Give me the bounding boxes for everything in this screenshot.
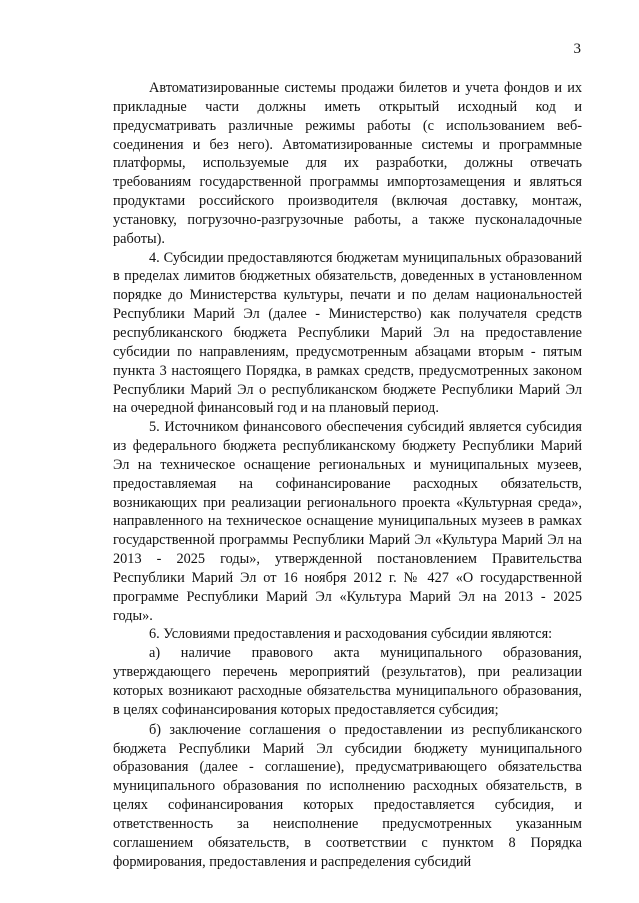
paragraph-item-6-conditions: 6. Условиями предоставления и расходования субсидии являются:	[149, 626, 553, 643]
paragraph-condition-a: а) наличие правового акта муниципального образования, утверждающего перечень мероприятий (результатов), при реализации которых возникают расходные обязательства муниципального образования, в целях софинансирования которых предоставляется субсидия;	[113, 645, 582, 718]
paragraph-item-4-subsidies: 4. Субсидии предоставляются бюджетам муниципальных образований в пределах лимитов бюджетных обязательств, доведенных в установленном порядке до Министерства культуры, печати и по делам национальностей Республики Марий Эл (далее - Министерство) как получателя средств республиканского бюджета Республики Марий Эл на предоставление субсидии по направлениям, предусмотренным абзацами вторым - пятым пункта 3 настоящего Порядка, в рамках средств, предусмотренных законом Республики Марий Эл о республиканском бюджете Республики Марий Эл на очередной финансовый год и на плановый период.	[113, 249, 582, 417]
paragraph-item-5-funding-source: 5. Источником финансового обеспечения субсидий является субсидия из федерального бюджета республиканскому бюджету Республики Марий Эл на техническое оснащение региональных и муниципальных музеев, предоставляемая на софинансирование расходных обязательств, возникающих при реализации регионального проекта «Культурная среда», направленного на техническое оснащение муниципальных музеев в рамках государственной программы Республики Марий Эл «Культура Марий Эл на 2013 - 2025 годы», утвержденной постановлением Правительства Республики Марий Эл от 16 ноября 2012 г. № 427 «О государственной программе Республики Марий Эл «Культура Марий Эл на 2013 - 2025 годы».	[113, 419, 582, 624]
paragraph-automated-systems: Автоматизированные системы продажи билетов и учета фондов и их прикладные части должны иметь открытый исходный код и предусматривать различные режимы работы (с использованием веб-соединения и без него). Автоматизированные системы и программные платформы, используемые для их разработки, должны отвечать требованиям государственной программы импортозамещения и являться продуктами российского производителя (включая доставку, монтаж, установку, погрузочно-разгрузочные работы, а также пусконаладочные работы).	[113, 80, 582, 247]
page-number: 3	[573, 41, 581, 57]
paragraph-condition-b: б) заключение соглашения о предоставлении из республиканского бюджета Республики Марий Эл субсидии бюджету муниципального образования (далее - соглашение), предусматривающего обязательства муниципального образования по исполнению расходных обязательств, в целях софинансирования которых предоставляется субсидия, и ответственность за неисполнение предусмотренных указанным соглашением обязательств, в соответствии с пунктом 8 Порядка формирования, предоставления и распределения субсидий	[113, 721, 582, 870]
document-body	[113, 79, 582, 871]
